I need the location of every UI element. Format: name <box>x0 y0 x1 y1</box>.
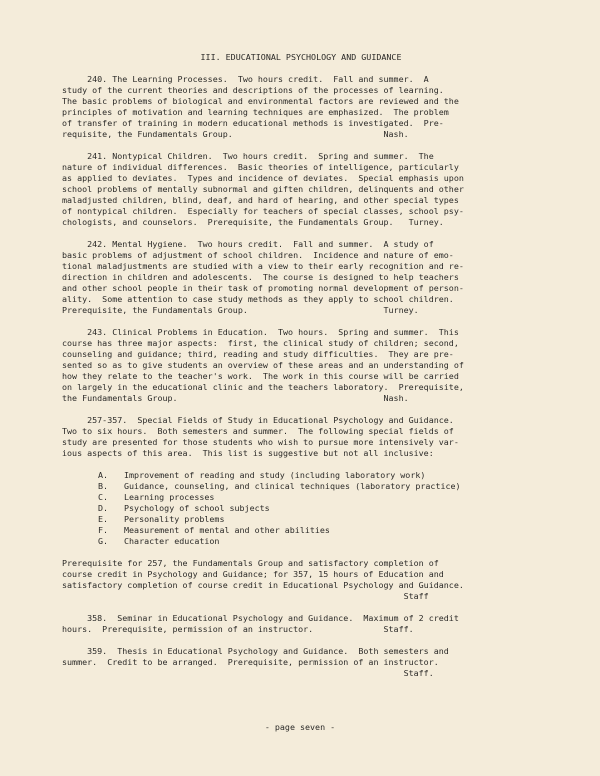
list-letter: B. <box>98 481 109 491</box>
course-line: basic problems of adjustment of school children. Incidence and nature of emo- <box>62 250 454 260</box>
course-242 <box>62 239 540 316</box>
list-item <box>98 470 540 481</box>
course-line: 359. Thesis in Educational Psychology and Guidance. Both semesters and <box>62 646 449 656</box>
course-241 <box>62 151 540 228</box>
course-line: Prerequisite for 257, the Fundamentals Group and satisfactory completion of <box>62 558 439 568</box>
list-letter: D. <box>98 503 109 513</box>
list-item <box>98 536 540 547</box>
course-line: principles of motivation and learning techniques are emphasized. The problem <box>62 107 449 117</box>
course-line: counseling and guidance; third, reading and study difficulties. They are pre- <box>62 349 454 359</box>
list-text: Character education <box>124 536 220 546</box>
special-fields-list <box>98 470 540 547</box>
course-240 <box>62 74 540 140</box>
document-body <box>62 52 540 690</box>
course-line: summer. Credit to be arranged. Prerequisite, permission of an instructor. <box>62 657 439 667</box>
list-letter: F. <box>98 525 109 535</box>
list-letter: G. <box>98 536 109 546</box>
course-line: how they relate to the teacher's work. The work in this course will be carried <box>62 371 459 381</box>
course-line: and other school people in their task of promoting normal development of person- <box>62 283 464 293</box>
course-line: ious aspects of this area. This list is suggestive but not all inclusive: <box>62 448 434 458</box>
course-line: as applied to deviates. Types and incidence of deviates. Special emphasis upon <box>62 173 464 183</box>
course-line: ality. Some attention to case study methods as they apply to school children. <box>62 294 454 304</box>
course-243 <box>62 327 540 404</box>
list-text: Guidance, counseling, and clinical techniques (laboratory practice) <box>124 481 461 491</box>
course-line: 242. Mental Hygiene. Two hours credit. Fall and summer. A study of <box>62 239 434 249</box>
course-line: maladjusted children, blind, deaf, and hard of hearing, and other special types <box>62 195 459 205</box>
list-text: Personality problems <box>124 514 225 524</box>
course-line: the Fundamentals Group. Nash. <box>62 393 409 403</box>
course-line: of nontypical children. Especially for teachers of special classes, school psy- <box>62 206 464 216</box>
list-text: Improvement of reading and study (including laboratory work) <box>124 470 426 480</box>
course-line: The basic problems of biological and environmental factors are reviewed and the <box>62 96 459 106</box>
list-text: Learning processes <box>124 492 215 502</box>
course-line: school problems of mentally subnormal and giften children, delinquents and other <box>62 184 464 194</box>
course-line: on largely in the educational clinic and the teachers laboratory. Prerequisite, <box>62 382 464 392</box>
course-line: Prerequisite, the Fundamentals Group. Turney. <box>62 305 419 315</box>
list-letter: C. <box>98 492 109 502</box>
course-line: 240. The Learning Processes. Two hours credit. Fall and summer. A <box>62 74 429 84</box>
course-line: study of the current theories and descriptions of the processes of learning. <box>62 85 444 95</box>
course-line: Staff <box>62 591 429 601</box>
course-line: Staff. <box>62 668 434 678</box>
course-line: satisfactory completion of course credit in Educational Psychology and Guidance. <box>62 580 464 590</box>
course-line: study are presented for those students who wish to pursue more intensively var- <box>62 437 459 447</box>
page-number: - page seven - <box>264 722 336 732</box>
course-358 <box>62 613 540 635</box>
course-line: sented so as to give students an overview of these areas and an understanding of <box>62 360 464 370</box>
list-item <box>98 481 540 492</box>
list-text: Psychology of school subjects <box>124 503 270 513</box>
course-line: requisite, the Fundamentals Group. Nash. <box>62 129 409 139</box>
list-letter: A. <box>98 470 109 480</box>
course-line: course has three major aspects: first, the clinical study of children; second, <box>62 338 459 348</box>
course-line: hours. Prerequisite, permission of an instructor. Staff. <box>62 624 414 634</box>
list-item <box>98 503 540 514</box>
prerequisite-257-357 <box>62 558 540 602</box>
course-line: Two to six hours. Both semesters and summer. The following special fields of <box>62 426 454 436</box>
list-item <box>98 525 540 536</box>
course-line: direction in children and adolescents. The course is designed to help teachers <box>62 272 459 282</box>
list-letter: E. <box>98 514 109 524</box>
course-line: nature of individual differences. Basic theories of intelligence, particularly <box>62 162 459 172</box>
course-359 <box>62 646 540 679</box>
course-line: 257-357. Special Fields of Study in Educational Psychology and Guidance. <box>62 415 454 425</box>
course-line: 241. Nontypical Children. Two hours credit. Spring and summer. The <box>62 151 434 161</box>
course-line: chologists, and counselors. Prerequisite, the Fundamentals Group. Turney. <box>62 217 444 227</box>
course-line: of transfer of training in modern educational methods is investigated. Pre- <box>62 118 444 128</box>
section-heading: III. EDUCATIONAL PSYCHOLOGY AND GUIDANCE <box>200 52 402 62</box>
list-text: Measurement of mental and other abilities <box>124 525 330 535</box>
course-line: 243. Clinical Problems in Education. Two hours. Spring and summer. This <box>62 327 459 337</box>
course-257-357 <box>62 415 540 459</box>
list-item <box>98 514 540 525</box>
course-line: tional maladjustments are studied with a view to their early recognition and re- <box>62 261 464 271</box>
list-item <box>98 492 540 503</box>
course-line: 358. Seminar in Educational Psychology and Guidance. Maximum of 2 credit <box>62 613 459 623</box>
course-line: course credit in Psychology and Guidance; for 357, 15 hours of Education and <box>62 569 444 579</box>
